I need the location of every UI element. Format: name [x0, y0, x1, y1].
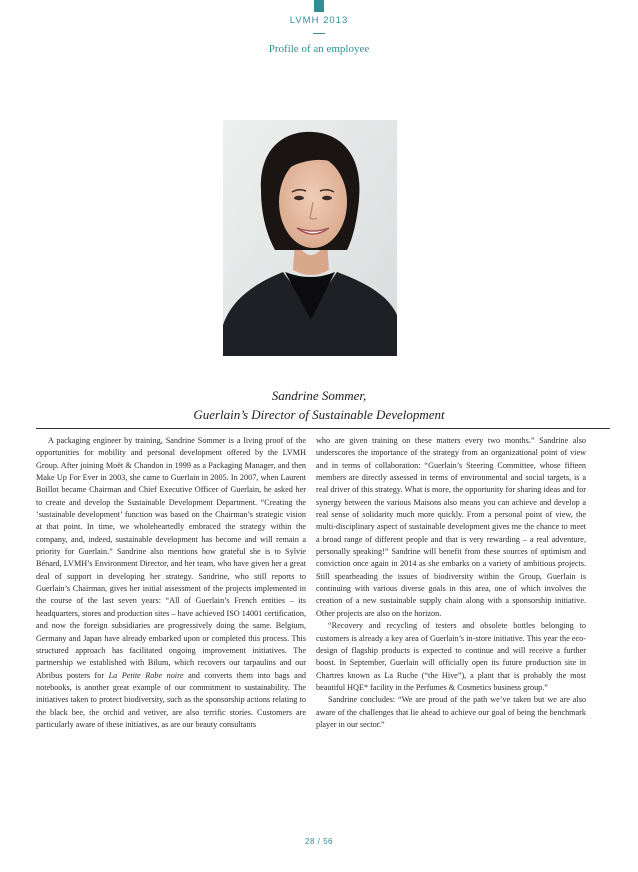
report-title: LVMH 2013	[289, 15, 349, 26]
article-paragraph: “Recovery and recycling of testers and obsolete bottles belonging to customers is already a key area of Guerlain’s in-store initiative. This year the eco-design of flagship products is expected to continue and will receive a further boost. In September, Guerlain will officially open its future production site in Chartres known as La Ruche (“the Hive”), a plant that is probably the most beautiful HQE* facility in the Perfumes & Cosmetics business group.”	[316, 621, 586, 692]
article-column-left	[36, 435, 306, 835]
employee-name: Sandrine Sommer,	[271, 388, 367, 403]
section-title: Profile of an employee	[268, 43, 370, 55]
article-column-right	[316, 435, 586, 835]
article-paragraph: Sandrine concludes: “We are proud of the path we’ve taken but we are also aware of the challenges that lie ahead to achieve our goal of being the benchmark player in our sector.”	[316, 695, 586, 729]
caption-divider	[36, 428, 610, 429]
article-paragraph: A packaging engineer by training, Sandrine Sommer is a living proof of the opportunities for mobility and personal development offered by the LVMH Group. After joining Moët & Chandon in 1999 as a Packaging Manager, and then Make Up For Ever in 2003, she came to Guerlain in 2005. In 2007, when Laurent Boillot became Chairman and Chief Executive Officer of Guerlain, he asked her to create and develop the Sustainable Development Department. “Creating the ‘sustainable development’ function was based on the Chairman’s strategic vision at that point. In time, we wholeheartedly embraced the strategy within the company, and, indeed, sustainable development has become and will remain a priority for Guerlain.” Sandrine also mentions how grateful she is to Sylvie Bénard, LVMH’s Environment Director, and her team, who have given her a great deal of support in developing her strategy. Sandrine, who still reports to Guerlain’s Chairman, gives her initial assessment of the projects implemented in the course of the last seven years: “All of Guerlain’s French entities – its headquarters, stores and production sites – have achieved ISO 14001 certification, and now the foreign subsidiaries are progressively doing the same. Belgium, Germany and Japan have already embarked upon or completed this process. This structured approach has facilitated ongoing improvement initiatives. The partnership we established with Bilum, which recovers our tarpaulins and our Abribus posters for La Petite Robe noire and converts them into bags and notebooks, is another great example of our commitment to sustainability. The initiatives taken to protect biodiversity, such as the sponsorship actions relating to the black bee, the orchid and vetiver, are also terrific stories. Customers are particularly aware of these initiatives, as are our beauty consultants	[36, 436, 306, 729]
header-bookmark-tab	[314, 0, 324, 12]
header-divider	[313, 33, 325, 34]
article-paragraph: who are given training on these matters every two months.” Sandrine also underscores the importance of the strategy from an organizational point of view and in terms of collaboration: “Guerlain’s Steering Committee, whose fifteen members are directly assessed in terms of environmental and social targets, is a real driver of this strategy. What is more, the opportunity for sharing ideas and for synergy between the various Maisons also means you can achieve and develop a real sense of solidarity much more quickly. From a personal point of view, the multi-disciplinary aspect of sustainable development gives me the chance to meet a broad range of different people and that is very rewarding – a real adventure, personally speaking!” Sandrine will benefit from these sources of optimism and conviction once again in 2014 as she embarks on a variety of ambitious projects. Still spearheading the issues of biodiversity within the Group, Guerlain is continuing with various diverse goals in this area, one of which involves the creation of a new sustainable supply chain along with a sponsorship initiative. Other projects are also on the horizon.	[316, 436, 586, 618]
page-number: 28 / 56	[305, 837, 333, 846]
employee-portrait	[223, 120, 397, 356]
employee-role: Guerlain’s Director of Sustainable Development	[193, 407, 445, 422]
product-name-italic: La Petite Robe noire	[108, 670, 184, 680]
